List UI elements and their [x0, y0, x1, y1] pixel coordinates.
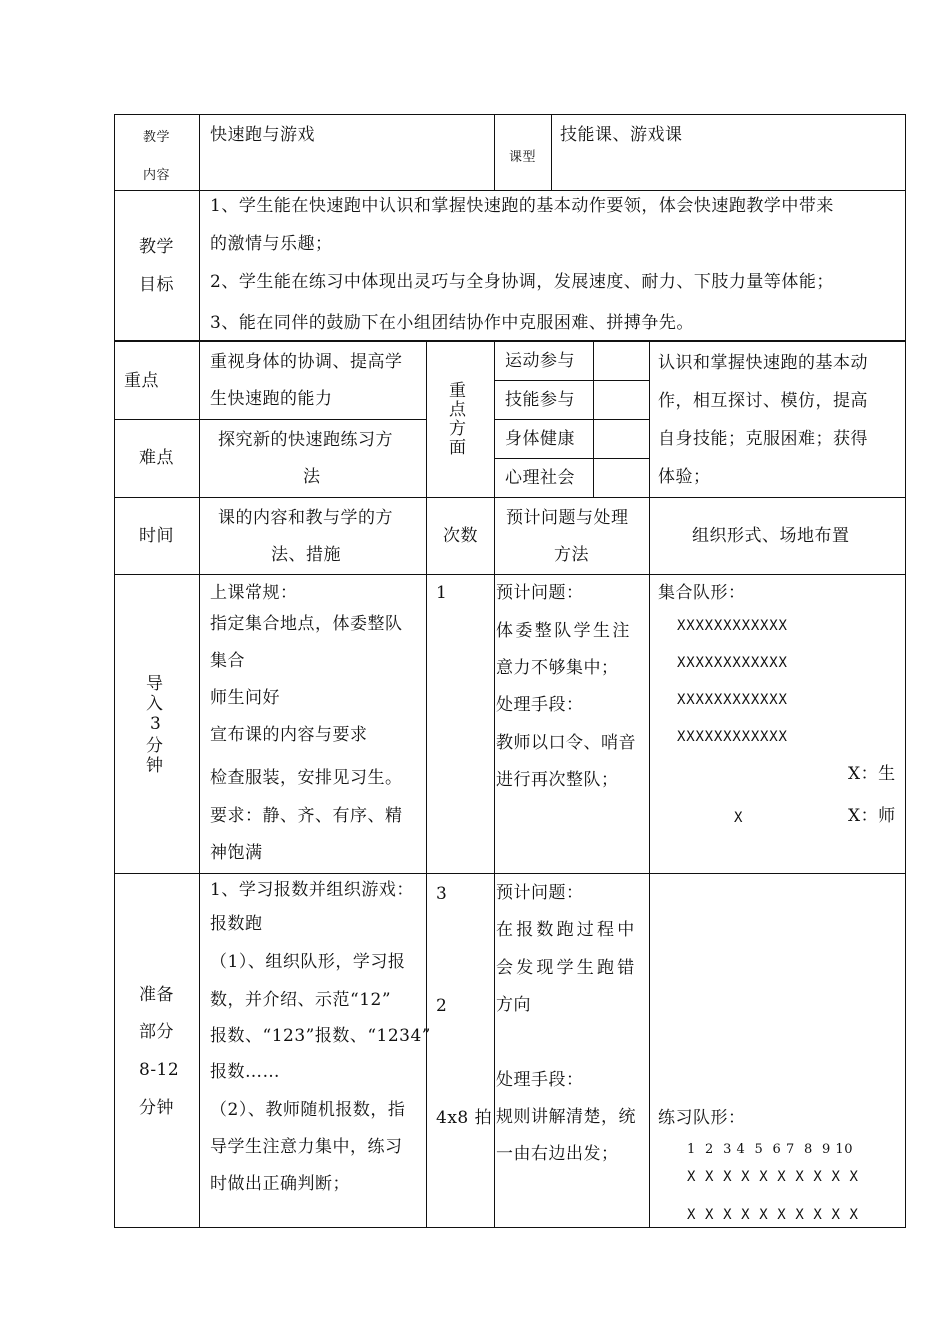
lesson-type-value: 技能课、游戏课	[560, 125, 683, 145]
prep-problem-line: 预计问题：	[496, 883, 584, 903]
aspect-desc-line: 认识和掌握快速跑的基本动	[658, 353, 868, 373]
aspect-item: 运动参与	[505, 351, 575, 371]
aspect-label-char: 重	[449, 381, 467, 401]
intro-content-line: 上课常规：	[210, 583, 298, 603]
key-point-line: 重视身体的协调、提高学	[210, 352, 403, 372]
prep-handle-line: 一由右边出发；	[496, 1144, 619, 1164]
intro-problem-line: 意力不够集中；	[496, 658, 619, 678]
row-divider	[114, 873, 906, 874]
section-label-line: 分钟	[139, 1098, 174, 1118]
lesson-type-label: 课型	[509, 150, 537, 165]
aspect-item: 身体健康	[505, 429, 575, 449]
section-label-char: 3	[150, 714, 162, 734]
formation-numbers: 1 2 3 4 5 6 7 8 9 10	[687, 1142, 853, 1157]
intro-content-line: 指定集合地点，体委整队	[210, 614, 403, 634]
section-label-char: 导	[146, 674, 164, 694]
table-border-top	[114, 114, 906, 115]
aspect-label-char: 面	[449, 438, 467, 458]
row-label-line: 目标	[139, 275, 174, 295]
row-divider	[114, 574, 906, 575]
prep-content-line: 1、学习报数并组织游戏：	[210, 880, 414, 900]
formation-row: XXXXXXXXXXXX	[677, 692, 788, 708]
intro-content-line: 集合	[210, 651, 245, 671]
row-label-line: 内容	[143, 168, 171, 183]
aspect-label-char: 点	[449, 400, 467, 420]
row-divider	[114, 419, 426, 420]
table-border-bottom	[114, 1227, 906, 1228]
intro-content-line: 要求：静、齐、有序、精	[210, 806, 403, 826]
prep-content-line: （1）、组织队形，学习报	[210, 952, 406, 972]
table-border-right	[905, 114, 906, 1228]
intro-problem-line: 预计问题：	[496, 583, 584, 603]
aspect-label-char: 方	[449, 419, 467, 439]
prep-content-line: 报数……	[210, 1062, 280, 1082]
aspect-desc-line: 作，相互探讨、模仿，提高	[658, 391, 868, 411]
prep-handle-line: 规则讲解清楚，统	[496, 1107, 636, 1127]
goal-line: 2、学生能在练习中体现出灵巧与全身协调，发展速度、耐力、下肢力量等体能；	[210, 272, 834, 292]
table-border-left	[114, 114, 115, 1228]
formation-row: XXXXXXXXXXXX	[677, 655, 788, 671]
intro-problem-line: 教师以口令、哨音	[496, 733, 636, 753]
legend-student: X：生	[848, 764, 896, 784]
intro-content-line: 神饱满	[210, 843, 263, 863]
key-point-label: 重点	[124, 371, 159, 391]
section-label-line: 准备	[139, 985, 174, 1005]
row-divider	[494, 458, 649, 459]
header-content-line: 课的内容和教与学的方	[218, 508, 393, 528]
row-label-line: 教学	[143, 130, 171, 145]
col-divider	[551, 114, 552, 191]
difficulty-line: 法	[303, 467, 321, 487]
col-divider	[649, 341, 650, 1228]
col-divider	[593, 341, 594, 498]
legend-teacher: X：师	[848, 806, 896, 826]
intro-count: 1	[436, 583, 448, 603]
prep-handle-line: 处理手段：	[496, 1070, 584, 1090]
key-point-line: 生快速跑的能力	[210, 389, 333, 409]
intro-problem-line: 体委整队学生注	[496, 621, 632, 641]
col-divider	[494, 114, 495, 191]
prep-content-line: （2）、教师随机报数，指	[210, 1100, 406, 1120]
aspect-item: 技能参与	[505, 390, 575, 410]
prep-count: 4x8 拍	[436, 1108, 493, 1128]
section-label-char: 钟	[146, 756, 164, 776]
intro-content-line: 师生问好	[210, 688, 280, 708]
col-divider	[494, 341, 495, 1228]
intro-problem-line: 处理手段：	[496, 695, 584, 715]
header-time: 时间	[139, 526, 174, 546]
intro-content-line: 宣布课的内容与要求	[210, 725, 368, 745]
header-content-line: 法、措施	[271, 545, 341, 565]
prep-content-line: 导学生注意力集中，练习	[210, 1137, 403, 1157]
formation-row: XXXXXXXXXXXX	[677, 729, 788, 745]
formation-row: X X X X X X X X X X	[687, 1169, 859, 1185]
row-divider	[114, 340, 906, 342]
section-label-char: 入	[146, 694, 164, 714]
header-problem-line: 方法	[554, 545, 589, 565]
section-label-line: 部分	[139, 1022, 174, 1042]
difficulty-label: 难点	[139, 448, 174, 468]
header-problem-line: 预计问题与处理	[506, 508, 629, 528]
prep-content-line: 报数跑	[210, 914, 263, 934]
prep-content-line: 报数、“123”报数、“1234”	[210, 1026, 431, 1046]
row-label-line: 教学	[139, 237, 174, 257]
aspect-desc-line: 体验；	[658, 467, 711, 487]
row-divider	[114, 190, 906, 191]
intro-content-line: 检查服装，安排见习生。	[210, 768, 403, 788]
header-organization: 组织形式、场地布置	[692, 526, 850, 546]
col-divider	[199, 114, 200, 1228]
difficulty-line: 探究新的快速跑练习方	[218, 430, 393, 450]
teacher-mark: X	[734, 810, 744, 826]
section-label-char: 分	[146, 736, 164, 756]
intro-problem-line: 进行再次整队；	[496, 770, 619, 790]
prep-problem-line: 会发现学生跑错	[496, 958, 638, 978]
goal-line: 的激情与乐趣；	[210, 234, 333, 254]
prep-count: 2	[436, 996, 448, 1016]
lesson-content-value: 快速跑与游戏	[210, 125, 315, 145]
goal-line: 1、学生能在快速跑中认识和掌握快速跑的基本动作要领，体会快速跑教学中带来	[210, 196, 834, 216]
row-divider	[494, 419, 649, 420]
prep-org-title: 练习队形：	[658, 1108, 746, 1128]
prep-count: 3	[436, 884, 448, 904]
intro-org-title: 集合队形：	[658, 583, 746, 603]
formation-row: XXXXXXXXXXXX	[677, 618, 788, 634]
goal-line: 3、能在同伴的鼓励下在小组团结协作中克服困难、拼搏争先。	[210, 313, 694, 333]
prep-problem-line: 方向	[496, 995, 531, 1015]
header-count: 次数	[443, 526, 478, 546]
row-divider	[494, 380, 649, 381]
prep-content-line: 时做出正确判断；	[210, 1174, 350, 1194]
section-label-line: 8-12	[139, 1060, 180, 1080]
aspect-item: 心理社会	[505, 468, 575, 488]
col-divider	[426, 341, 427, 1228]
prep-problem-line: 在报数跑过程中	[496, 920, 638, 940]
formation-row: X X X X X X X X X X	[687, 1207, 859, 1223]
prep-content-line: 数，并介绍、示范“12”	[210, 990, 392, 1010]
aspect-desc-line: 自身技能；克服困难；获得	[658, 429, 868, 449]
row-divider	[114, 497, 906, 498]
